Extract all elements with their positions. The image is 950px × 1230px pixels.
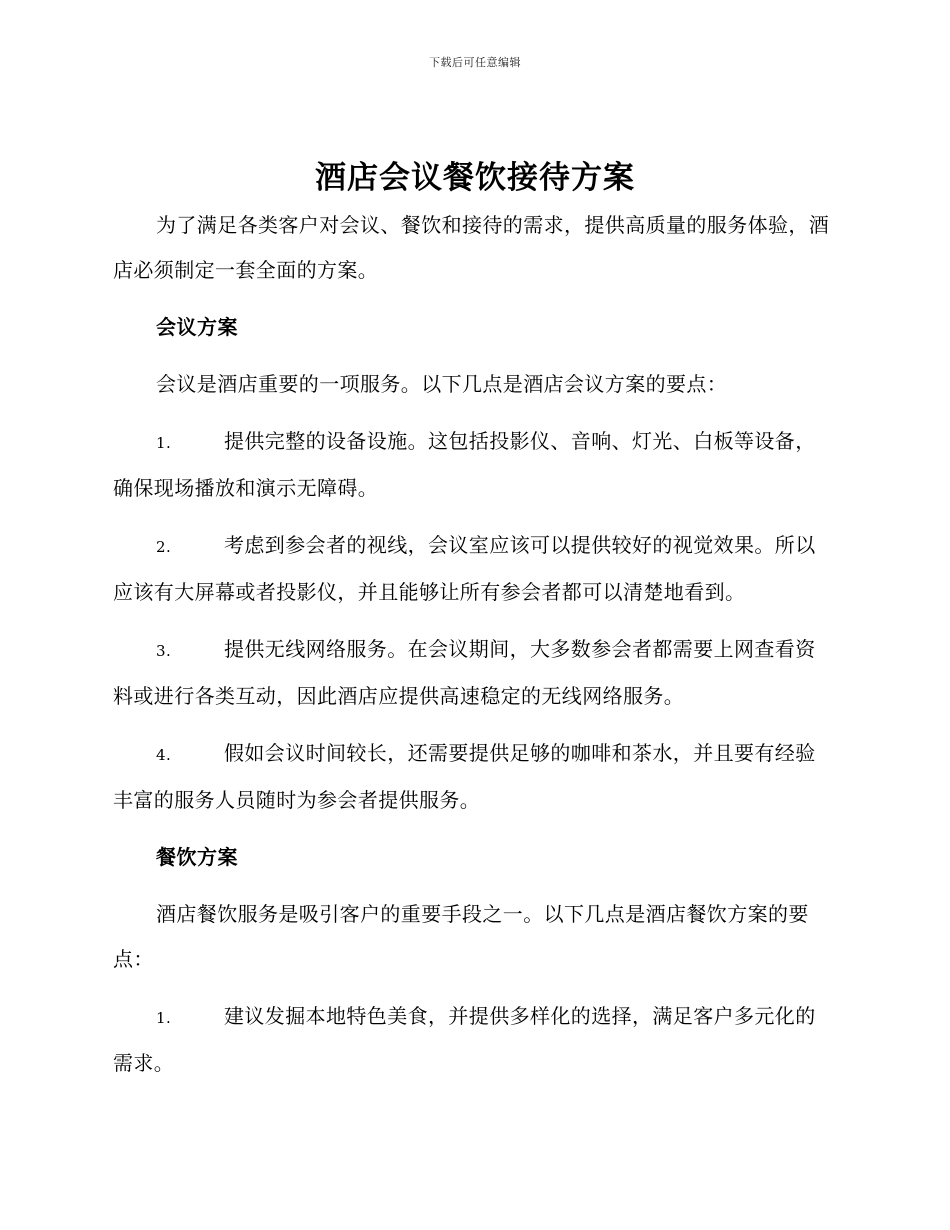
list-item-number: 1.	[156, 1009, 172, 1027]
list-item	[113, 523, 835, 615]
list-item-number: 2.	[156, 538, 172, 556]
section-heading-catering: 餐饮方案	[156, 845, 238, 869]
list-item	[113, 419, 835, 511]
list-item-text: 提供无线网络服务。在会议期间，大多数参会者都需要上网查看资料或进行各类互动，因此酒店应提供高速稳定的无线网络服务。	[113, 637, 816, 708]
section-heading-meeting: 会议方案	[156, 315, 238, 339]
list-item-number: 3.	[156, 642, 172, 660]
list-item-text: 考虑到参会者的视线，会议室应该可以提供较好的视觉效果。所以应该有大屏幕或者投影仪，并且能够让所有参会者都可以清楚地看到。	[113, 533, 816, 604]
list-item	[113, 627, 835, 719]
list-item-text: 假如会议时间较长，还需要提供足够的咖啡和茶水，并且要有经验丰富的服务人员随时为参会者提供服务。	[113, 741, 816, 812]
list-item-number: 1.	[156, 434, 172, 452]
section-lead-meeting: 会议是酒店重要的一项服务。以下几点是酒店会议方案的要点：	[156, 372, 728, 396]
list-item	[113, 994, 835, 1086]
list-item-text: 提供完整的设备设施。这包括投影仪、音响、灯光、白板等设备，确保现场播放和演示无障碍。	[113, 429, 816, 500]
list-item-number: 4.	[156, 746, 172, 764]
document-title: 酒店会议餐饮接待方案	[315, 160, 635, 196]
list-item-text: 建议发掘本地特色美食，并提供多样化的选择，满足客户多元化的需求。	[113, 1004, 816, 1075]
list-item	[113, 731, 835, 823]
intro-paragraph: 为了满足各类客户对会议、餐饮和接待的需求，提供高质量的服务体验，酒店必须制定一套全面的方案。	[113, 213, 830, 282]
document-body	[113, 203, 835, 1098]
header-note: 下载后可任意编辑	[429, 56, 521, 69]
section-lead-catering: 酒店餐饮服务是吸引客户的重要手段之一。以下几点是酒店餐饮方案的要点：	[113, 902, 809, 971]
